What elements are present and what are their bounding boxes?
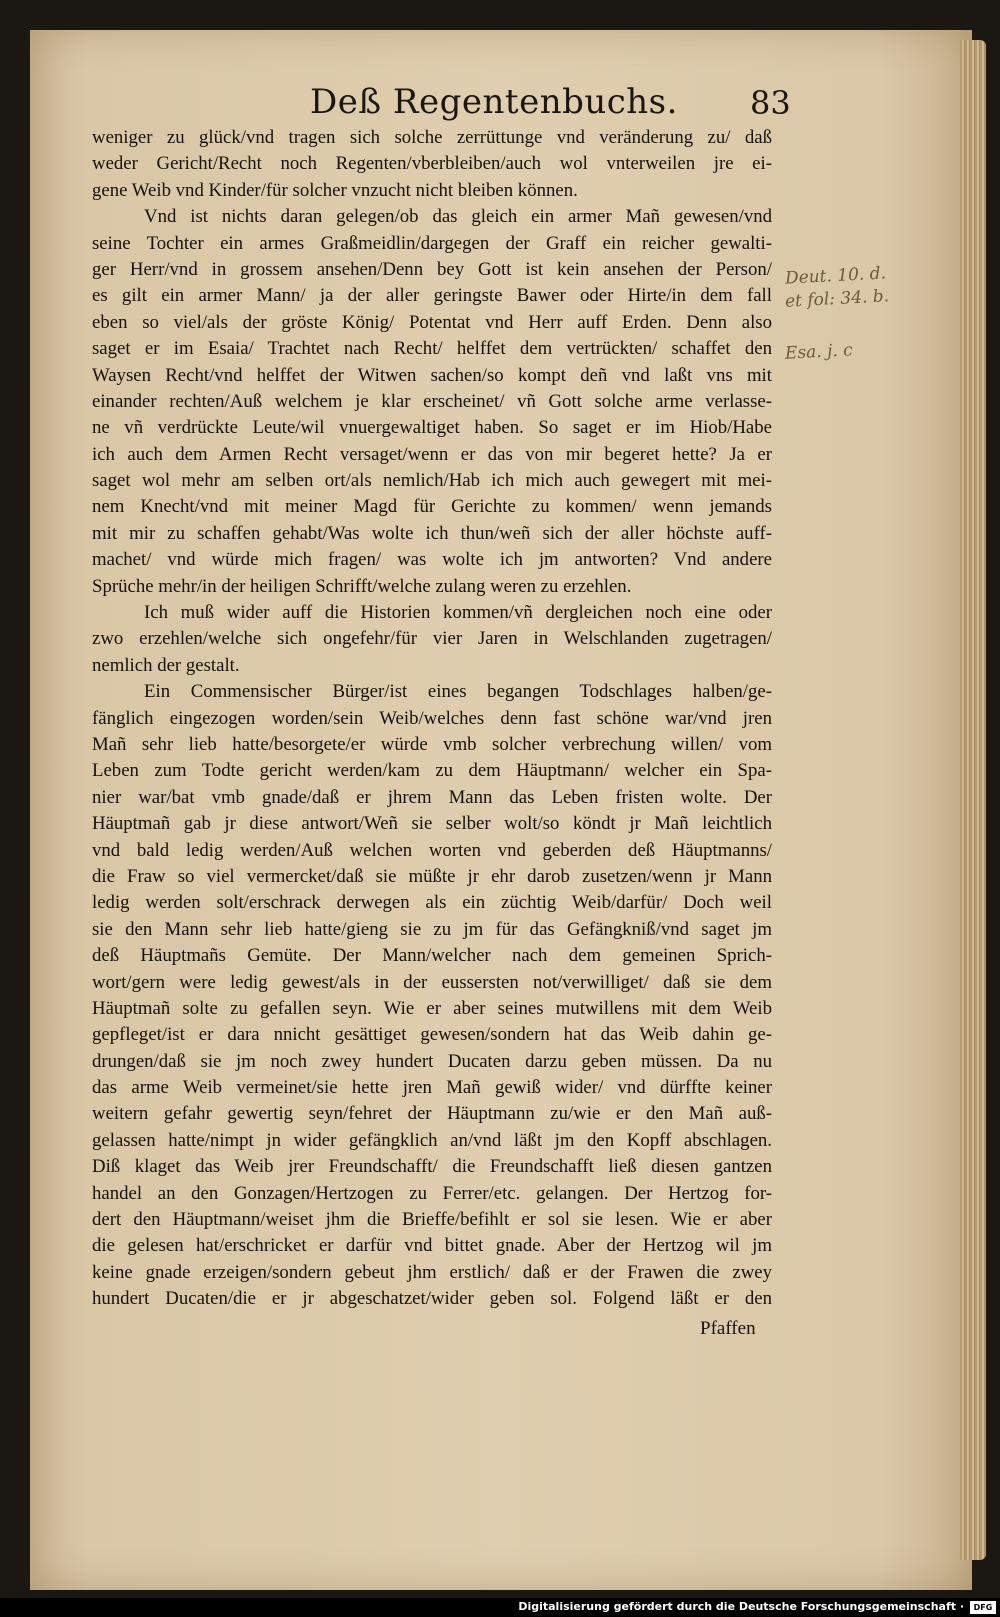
text-line: Häuptmañ solte zu gefallen seyn. Wie er aber seines mutwillens mit dem Weib <box>92 997 772 1019</box>
text-line: Mañ sehr lieb hatte/besorgete/er würde vmb solcher verbrechung willen/ vom <box>92 733 772 755</box>
marginal-note: Esa. j. c <box>784 340 854 364</box>
text-line: vnd bald ledig werden/Auß welchen worten vnd geberden deß Häuptmanns/ <box>92 839 772 861</box>
text-line: machet/ vnd würde mich fragen/ was wolte ich jm antworten? Vnd andere <box>92 549 772 571</box>
text-line: ger Herr/vnd in grossem ansehen/Denn bey Gott ist kein ansehen der Person/ <box>92 258 772 280</box>
text-line: eben so viel/als der gröste König/ Potentat vnd Herr auff Erden. Denn also <box>92 311 772 333</box>
page-number: 83 <box>750 84 791 122</box>
text-line: sie den Mann sehr lieb hatte/gieng sie zu jm für das Gefängkniß/vnd saget jm <box>92 918 772 940</box>
text-line: Vnd ist nichts daran gelegen/ob das gleich ein armer Mañ gewesen/vnd <box>144 206 772 228</box>
text-line: gepfleget/ist er dara nnicht gesättiget gewesen/sondern hat das Weib dahin ge- <box>92 1024 772 1046</box>
text-line: Sprüche mehr/in der heiligen Schrifft/welche zulang weren zu erzehlen. <box>92 575 632 597</box>
text-line: keine gnade erzeigen/sondern gebeut jhm erstlich/ daß er der Frawen die zwey <box>92 1261 772 1283</box>
text-line: ledig werden solt/erschrack derwegen als ein züchtig Weib/darfür/ Doch weil <box>92 892 772 914</box>
text-line: seine Tochter ein armes Graßmeidlin/dargegen der Graff ein reicher gewalti- <box>92 232 772 254</box>
text-line: Häuptmañ gab jr diese antwort/Weñ sie selber wolt/so köndt jr Mañ leichtlich <box>92 813 772 835</box>
text-line: Ich muß wider auff die Historien kommen/vñ dergleichen noch eine oder <box>144 602 772 624</box>
text-line: weniger zu glück/vnd tragen sich solche zerrüttunge vnd veränderung zu/ daß <box>92 127 772 148</box>
text-line: ich auch dem Armen Recht versaget/wenn er das von mir begeret hette? Ja er <box>92 443 772 465</box>
text-line: weitern gefahr gewertig seyn/fehret der Häuptmann zu/wie er den Mañ auß- <box>92 1103 772 1125</box>
text-line: nemlich der gestalt. <box>92 654 240 676</box>
marginal-note: Deut. 10. d. <box>784 263 887 289</box>
text-line: saget er im Esaia/ Trachtet nach Recht/ helffet dem vertrückten/ schaffet den <box>92 338 772 360</box>
text-line: deß Häuptmañs Gemüte. Der Mann/welcher nach dem gemeinen Sprich- <box>92 945 772 967</box>
text-line: gene Weib vnd Kinder/für solcher vnzucht nicht bleiben können. <box>92 179 578 201</box>
text-line: das arme Weib vermeinet/sie hette jren Mañ gewiß wider/ vnd dürffte keiner <box>92 1077 772 1099</box>
text-line: Waysen Recht/vnd helffet der Witwen sachen/so kompt deñ vnd laßt vns mit <box>92 364 772 386</box>
text-line: zwo erzehlen/welche sich ongefehr/für vier Jaren in Welschlanden zugetragen/ <box>92 628 772 650</box>
text-line: wort/gern were ledig gewest/als in der eussersten not/verwilliget/ daß sie dem <box>92 971 772 993</box>
text-line: es gilt ein armer Mann/ ja der aller geringste Bawer oder Hirte/in dem fall <box>92 285 772 307</box>
text-line: ne vñ verdrückte Leute/wil vnuergewaltiget haben. So saget er im Hiob/Habe <box>92 417 772 439</box>
text-line: die Fraw so viel vermercket/daß sie müßte jr ehr darob zusetzen/wenn jr Mann <box>92 865 772 887</box>
footer-credit: Digitalisierung gefördert durch die Deutsche Forschungsgemeinschaft · <box>518 1600 964 1613</box>
text-line: Leben zum Todte gericht werden/kam zu dem Häuptmann/ welcher ein Spa- <box>92 760 772 782</box>
text-line: weder Gericht/Recht noch Regenten/vberbleiben/auch wol vnterweilen jre ei- <box>92 153 772 175</box>
catchword: Pfaffen <box>700 1318 756 1339</box>
text-line: fänglich eingezogen worden/sein Weib/welches denn fast schöne war/vnd jren <box>92 707 772 729</box>
text-line: drungen/daß sie jm noch zwey hundert Ducaten darzu geben müssen. Da nu <box>92 1050 772 1072</box>
text-line: dert den Häuptmann/weiset jhm die Brieffe/befihlt er sol sie lesen. Wie er aber <box>92 1209 772 1231</box>
text-line: die gelesen hat/erschricket er darfür vnd bittet gnade. Aber der Hertzog wil jm <box>92 1235 772 1257</box>
text-line: hundert Ducaten/die er jr abgeschatzet/wider geben sol. Folgend läßt er den <box>92 1288 772 1310</box>
text-line: gelassen hatte/nimpt jn wider gefängklich an/vnd läßt jm den Kopff abschlagen. <box>92 1129 772 1151</box>
body-text <box>92 125 772 1313</box>
text-line: Diß klaget das Weib jrer Freundschafft/ die Freundschafft ließ diesen gantzen <box>92 1156 772 1178</box>
text-line: Ein Commensischer Bürger/ist eines begangen Todschlages halben/ge- <box>144 681 772 703</box>
dfg-logo: DFG <box>970 1601 996 1614</box>
text-line: handel an den Gonzagen/Hertzogen zu Ferrer/etc. gelangen. Der Hertzog for- <box>92 1182 772 1204</box>
text-line: einander rechten/Auß welchem je klar erscheinet/ vñ Gott solche arme verlasse- <box>92 390 772 412</box>
text-line: saget wol mehr am selben ort/als nemlich/Hab ich mich auch gewegert mit mei- <box>92 470 772 492</box>
page-edge <box>960 40 986 1560</box>
running-title: Deß Regentenbuchs. <box>310 82 678 122</box>
text-line: nem Knecht/vnd mit meiner Magd für Gerichte zu kommen/ wenn jemands <box>92 496 772 518</box>
text-line: nier war/bat vmb gnade/daß er jhrem Mann das Leben fristen wolte. Der <box>92 786 772 808</box>
text-line: mit mir zu schaffen gehabt/Was wolte ich thun/weñ sich der aller höchste auff- <box>92 522 772 544</box>
marginal-note: et fol: 34. b. <box>784 286 890 312</box>
